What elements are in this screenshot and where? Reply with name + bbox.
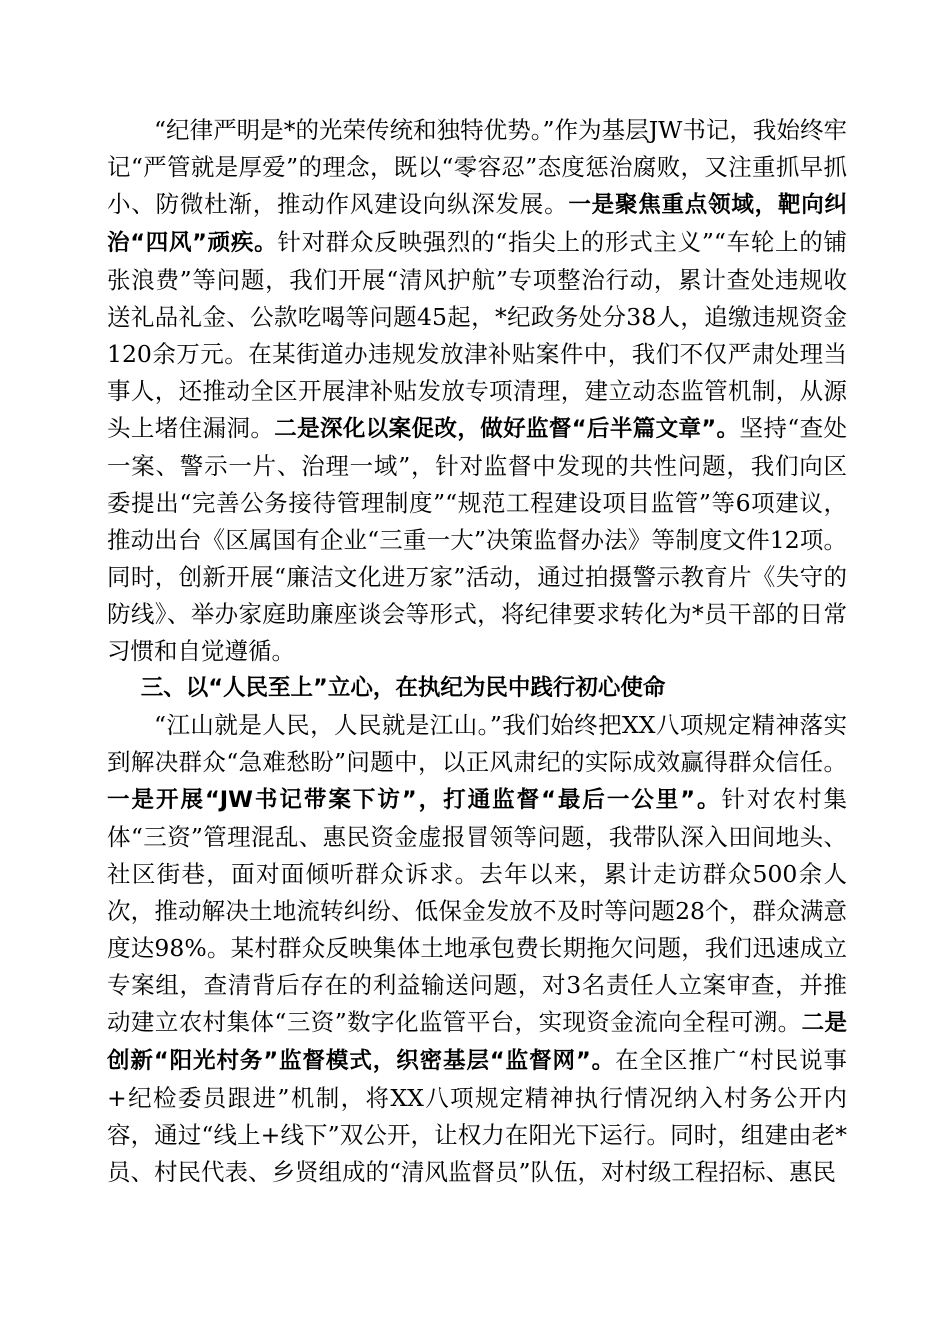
paragraph-text: 针对群众反映强烈的“指尖上的形式主义”“车轮上的铺张浪费”等问题，我们开展“清风护航”专项整治行动，累计查处违规收送礼品礼金、公款吃喝等问题45起，*纪政务处分38人，追缴违规资金120余万元。在某街道办违规发放津补贴案件中，我们不仅严肃处理当事人，还推动全区开展津补贴发放专项清理，建立动态监管机制，从源头上堵住漏洞。 — [107, 228, 848, 442]
bold-point-1: 一是开展“JW书记带案下访”，打通监督“最后一公里”。 — [107, 787, 722, 813]
paragraph-text: “纪律严明是*的光荣传统和独特优势。”作为基层JW书记，我始终牢记“严管就是厚爱”的理念，既以“零容忍”态度惩治腐败，又注重抓早抓小、防微杜渐，推动作风建设向纵深发展。 — [107, 116, 847, 218]
paragraph-people — [107, 707, 847, 1191]
paragraph-text: 针对农村集体“三资”管理混乱、惠民资金虚报冒领等问题，我带队深入田间地头、社区街巷，面对面倾听群众诉求。去年以来，累计走访群众500余人次，推动解决土地流转纠纷、低保金发放不及时等问题28个，群众满意度达98%。某村群众反映集体土地承包费长期拖欠问题，我们迅速成立专案组，查清背后存在的利益输送问题，对3名责任人立案审查，并推动建立农村集体“三资”数字化监管平台，实现资金流向全程可溯。 — [107, 785, 847, 1036]
paragraph-text: “江山就是人民，人民就是江山。”我们始终把XX八项规定精神落实到解决群众“急难愁盼”问题中，以正风肃纪的实际成效赢得群众信任。 — [107, 711, 847, 776]
bold-point-2: 二是创新“阳光村务”监督模式，织密基层“监督网”。 — [107, 1010, 847, 1074]
section-heading-3: 三、以“人民至上”立心，在执纪为民中践行初心使命 — [140, 675, 666, 701]
paragraph-text: 坚持“查处一案、警示一片、治理一域”，针对监督中发现的共性问题，我们向区委提出“完善公务接待管理制度”“规范工程建设项目监管”等6项建议，推动出台《区属国有企业“三重一大”决策监督办法》等制度文件12项。同时，创新开展“廉洁文化进万家”活动，通过拍摄警示教育片《失守的防线》、举办家庭助廉座谈会等形式，将纪律要求转化为*员干部的日常习惯和自觉遵循。 — [107, 414, 848, 665]
paragraph-text: 在全区推广“村民说事+纪检委员跟进”机制，将XX八项规定精神执行情况纳入村务公开内容，通过“线上+线下”双公开，让权力在阳光下运行。同时，组建由老*员、村民代表、乡贤组成的“清风监督员”队伍，对村级工程招标、惠民 — [107, 1046, 847, 1186]
bold-point-2: 二是深化以案促改，做好监督“后半篇文章”。 — [274, 416, 740, 442]
bold-point-1: 一是聚焦重点领域，靶向纠治“四风”顽疾。 — [107, 192, 847, 256]
body-text — [107, 112, 847, 1191]
paragraph-discipline — [107, 112, 847, 670]
